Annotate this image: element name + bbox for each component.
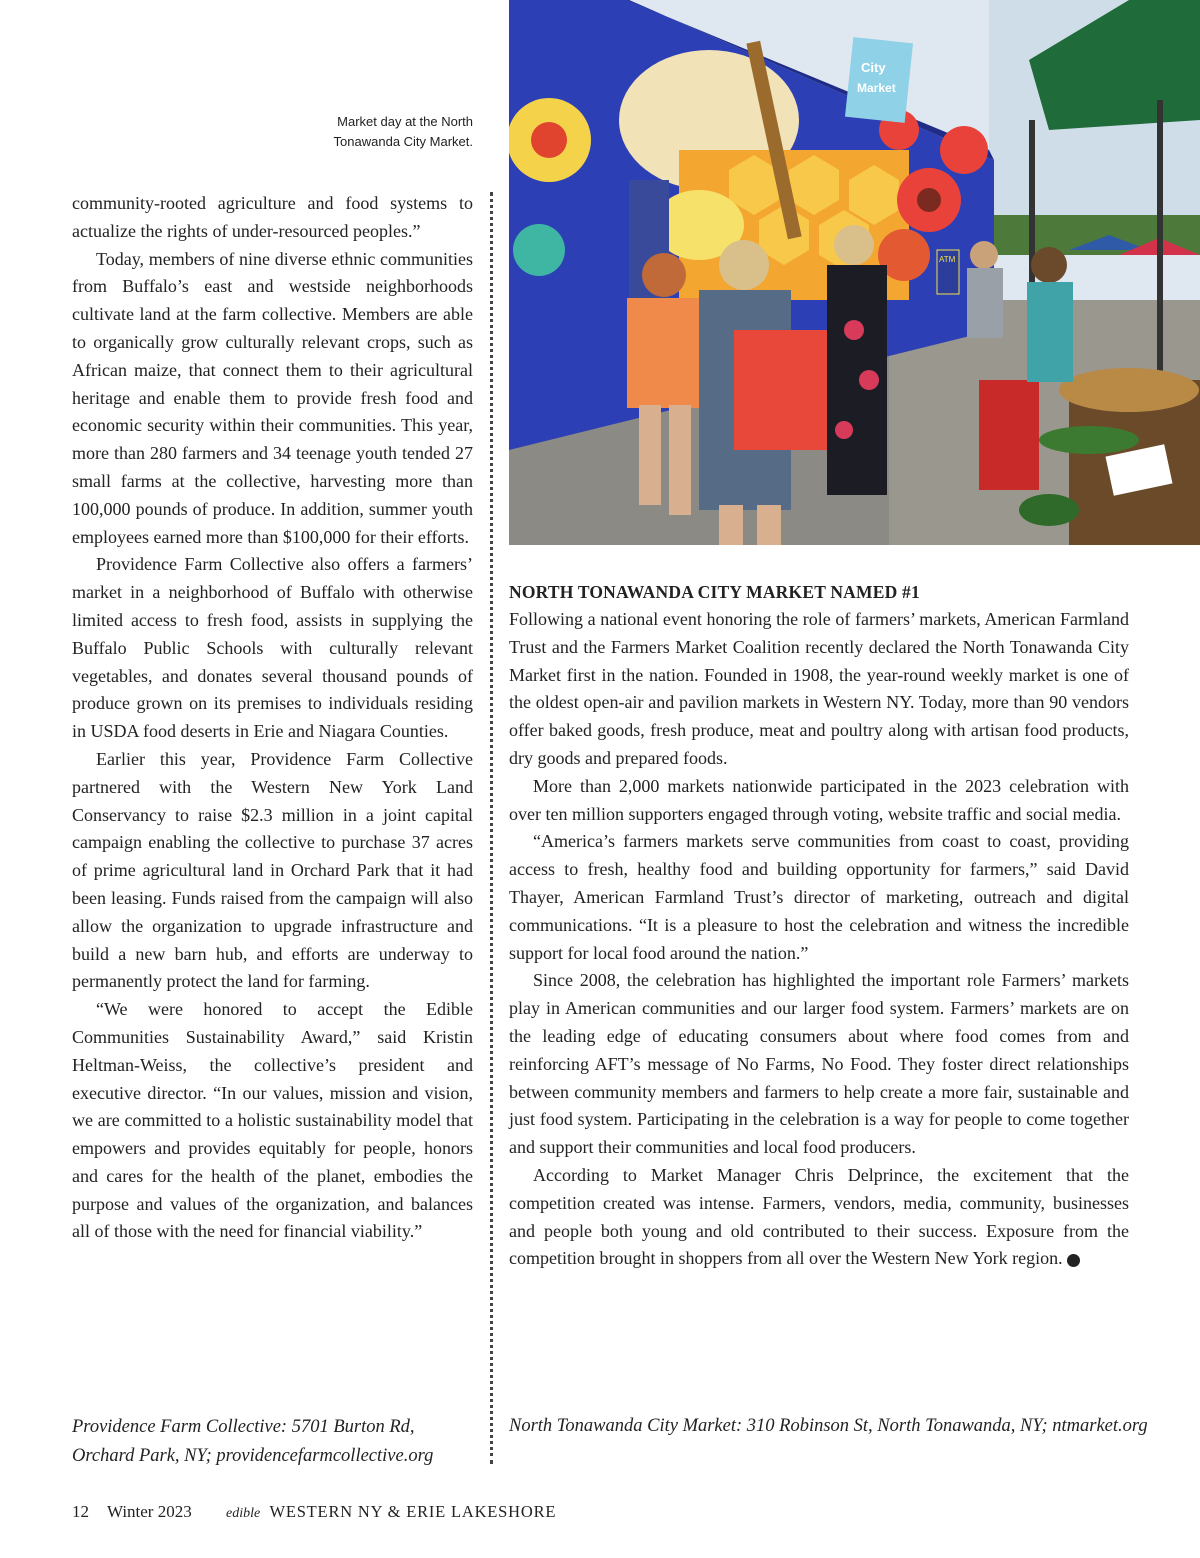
sign-market-text: Market (857, 81, 896, 95)
photo-caption: Market day at the North Tonawanda City Market. (333, 114, 473, 149)
page-number: 12 (72, 1502, 89, 1521)
left-paragraph: Earlier this year, Providence Farm Collective partnered with the Western New York Land Conservancy to raise $2.3 million in a joint capital campaign enabling the collective to purchase 37 acres of prime agricultural land in Orchard Park that it had been leasing. Funds raised from the campaign will also allow the organization to upgrade infrastructure and build a new barn hub, and efforts are underway to permanently protect the land for farming. (72, 748, 473, 992)
left-column (72, 190, 473, 1246)
providence-address: Providence Farm Collective: 5701 Burton Rd, Orchard Park, NY; providencefarmcollective.org (72, 1417, 434, 1466)
left-paragraph: Providence Farm Collective also offers a farmers’ market in a neighborhood of Buffalo with otherwise limited access to fresh food, assists in supplying the Buffalo Public Schools with culturally relevant vegetables, and donates several thousand pounds of produce grown on its premises to individuals residing in USDA food deserts in Erie and Niagara Counties. (72, 554, 473, 742)
right-column (509, 578, 1129, 1273)
right-paragraph: More than 2,000 markets nationwide participated in the 2023 celebration with over ten million supporters engaged through voting, website traffic and social media. (509, 775, 1129, 824)
page-footer (72, 1502, 556, 1522)
left-paragraph: community-rooted agriculture and food systems to actualize the rights of under-resourced peoples.” (72, 193, 473, 241)
magazine-title: WESTERN NY & ERIE LAKESHORE (269, 1502, 557, 1521)
section-heading: NORTH TONAWANDA CITY MARKET NAMED #1 (509, 582, 920, 602)
edible-wordmark: edible (225, 1506, 261, 1521)
issue-label: Winter 2023 (106, 1502, 192, 1521)
right-paragraph: Since 2008, the celebration has highlighted the important role Farmers’ markets play in American communities and our larger food system. Farmers’ markets are on the leading edge of educating consumers about where food comes from and reinforcing AFT’s message of No Farms, No Food. They foster direct relationships between community members and farmers to help create a more fair, sustainable and just food system. Participating in the celebration is a way for people to come together and support their communities and local food producers. (509, 970, 1129, 1158)
end-mark-icon: e (1067, 1254, 1080, 1267)
atm-text: ATM (939, 255, 956, 264)
sign-city-text: City (861, 60, 886, 75)
column-divider (490, 192, 493, 1464)
market-mural-photo (509, 0, 1200, 545)
right-paragraph: Following a national event honoring the role of farmers’ markets, American Farmland Trust and the Farmers Market Coalition recently declared the North Tonawanda City Market first in the nation. Founded in 1908, the year-round weekly market is one of the oldest open-air and pavilion markets in Western NY. Today, more than 90 vendors offer baked goods, fresh produce, meat and poultry along with artisan food products, dry goods and prepared foods. (509, 609, 1129, 768)
market-address: North Tonawanda City Market: 310 Robinson St, North Tonawanda, NY; ntmarket.org (509, 1416, 1148, 1436)
right-paragraph-last (509, 1162, 1129, 1273)
left-paragraph: “We were honored to accept the Edible Communities Sustainability Award,” said Kristin Heltman-Weiss, the collective’s president and executive director. “In our values, mission and vision, we are committed to a holistic sustainability model that empowers and provides equitably for people, honors and cares for the health of the planet, embodies the purpose and values of the organization, and balances all of those with the need for financial viability.” (72, 999, 473, 1242)
right-paragraph-text: According to Market Manager Chris Delprince, the excitement that the competition created was intense. Farmers, vendors, media, community, businesses and people both young and old contributed to their success. Exposure from the competition brought in shoppers from all over the Western New York region. (509, 1164, 1129, 1269)
left-paragraph: Today, members of nine diverse ethnic communities from Buffalo’s east and westside neighborhoods cultivate land at the farm collective. Members are able to organically grow culturally relevant crops, such as African maize, that connect them to their agricultural heritage and enable them to provide fresh food and economic security within their communities. This year, more than 280 farmers and 34 teenage youth tended 27 small farms at the collective, harvesting more than 100,000 pounds of produce. In addition, summer youth employees earned more than $100,000 for their efforts. (72, 248, 473, 547)
right-paragraph: “America’s farmers markets serve communities from coast to coast, providing access to fresh, healthy food and building opportunity for farmers,” said David Thayer, American Farmland Trust’s director of marketing, outreach and digital communications. “It is a pleasure to host the celebration and witness the incredible support for local food around the nation.” (509, 831, 1129, 963)
